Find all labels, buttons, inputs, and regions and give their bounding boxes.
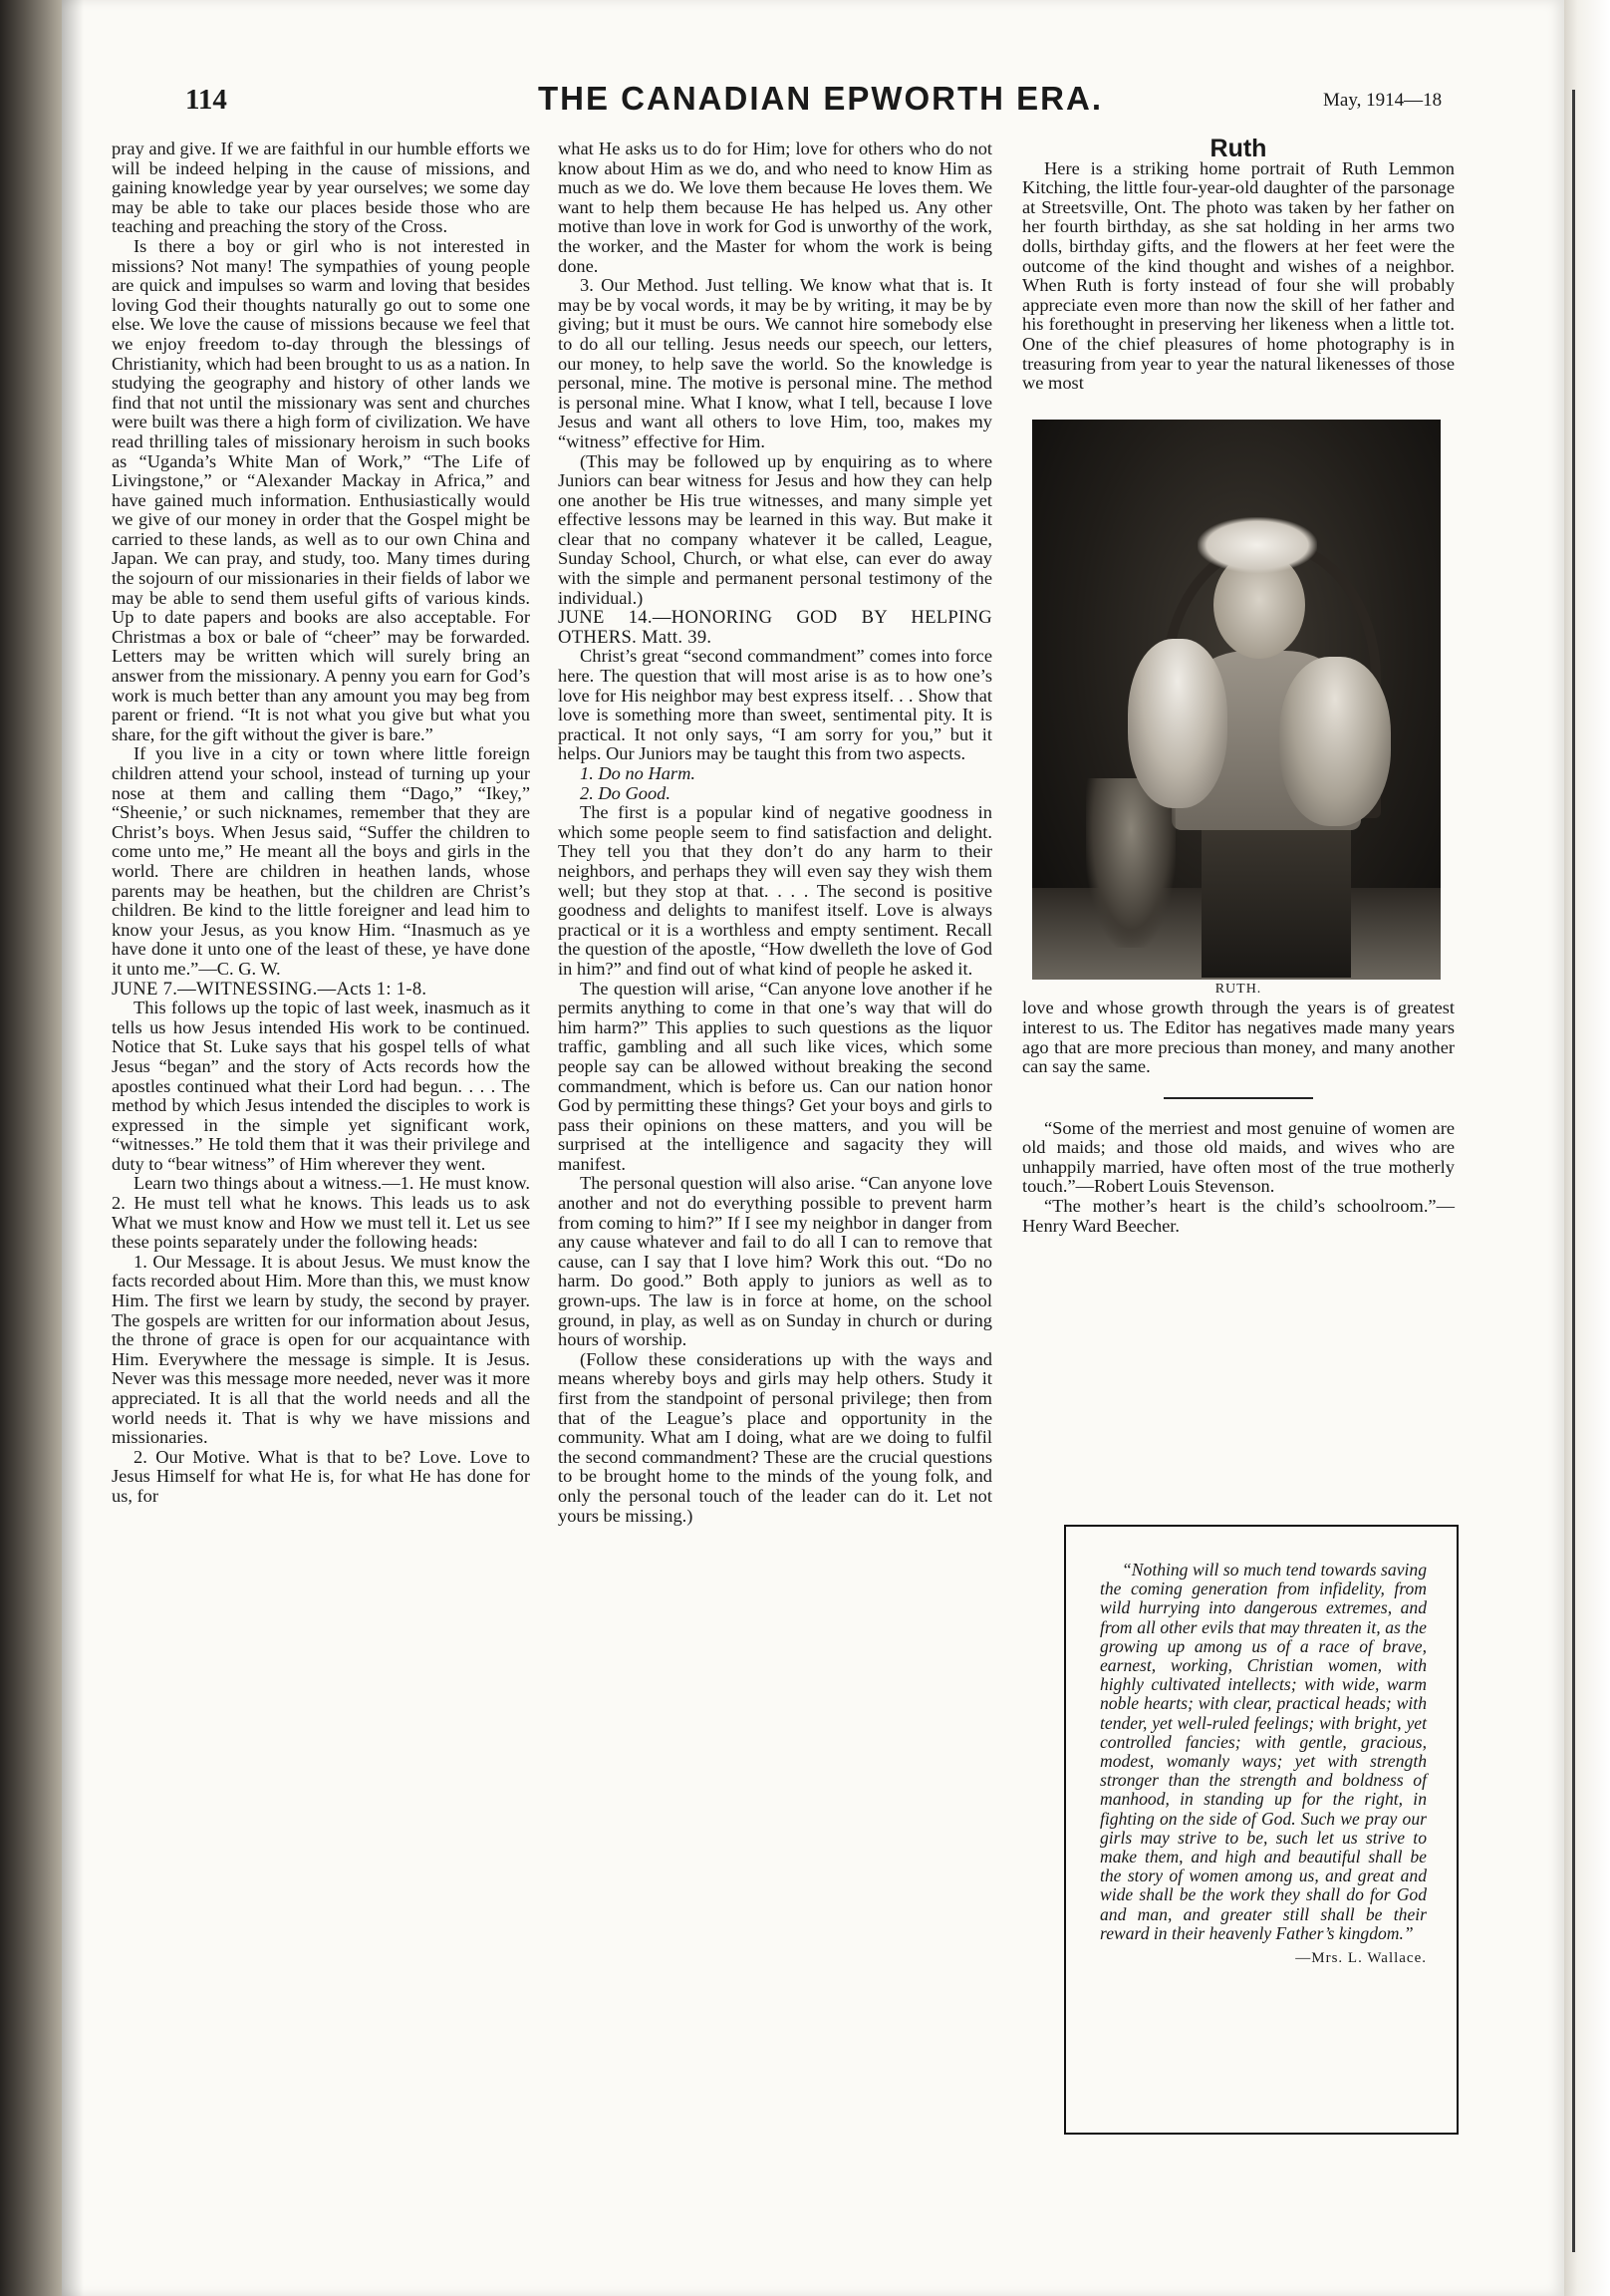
quote-box-signature: —Mrs. L. Wallace. (1295, 1950, 1427, 1967)
list-item: 2. Do Good. (580, 782, 671, 803)
paragraph: The personal question will also arise. “Can anyone love another and not do everything possible to prevent harm from coming to him?” If I see my neighbor in danger from any cause whatever and fail to do all I can to remove that cause, can I say that I love him? Work this out. “Do no harm. Do good.” Both apply to juniors as well as to grown-ups. The law is in force at home, on the school ground, in play, as well as on Sunday in church or during hours of worship. (558, 1173, 992, 1350)
paragraph: The first is a popular kind of negative goodness in which some people seem to find satisfaction and delight. They tell you that they don’t do any harm to their neighbors, and perhaps they will even say they wish them well; but they stop at that. . . . The second is positive goodness and delights to manifest itself. Love is always practical or it is a worthless and empty sentiment. Recall the question of the apostle, “How dwelleth the love of God in him?” and find out of what kind of people he asked it. (558, 802, 992, 979)
paragraph: Is there a boy or girl who is not interested in missions? Not many! The sympathies of young people are quick and impulses so warm and loving that besides loving God their thoughts naturally go out to some one else. We love the cause of missions because we feel that we enjoy freedom to-day through the blessings of Christianity, which had been brought to us as a nation. In studying the geography and history of other lands we find that not until the missionary was sent and churches were built was there a high form of civilization. We have read thrilling tales of missionary heroism in such books as “Uganda’s White Man of Work,” “The Life of Livingstone,” or “Alexander Mackay in Africa,” and have gained much information. Enthusiastically would we give of our money in order that the Gospel might be carried to these lands, as well as to our own China and Japan. We can pray, and study, too. Many times during the sojourn of our missionaries in their fields of labor we may be able to send them useful gifts of various kinds. Up to date papers and books are also acceptable. For Christmas a box or bale of “cheer” may be forwarded. Letters may be written which will surely bring an answer from the missionary. A penny you earn for God’s work is much better than any amount you may beg from parent or friend. “It is not what you give but what you share, for the gift without the giver is bare.” (112, 235, 530, 744)
page-header (62, 80, 1564, 124)
paragraph: 3. Our Method. Just telling. We know what that is. It may be by vocal words, it may be by writing, it may be by giving; but it must be ours. We cannot hire somebody else to do all our telling. Jesus needs our speech, our letters, our money, to help save the world. So the knowledge is personal, mine. The motive is personal mine. The method is personal mine. What I know, what I tell, because I love Jesus and want all others to love Him, too, makes my “witness” effective for Him. (558, 275, 992, 451)
column-left (112, 140, 530, 1507)
paragraph: Christ’s great “second commandment” comes into force here. The question that will most arise is as to how one’s love for His neighbor may best express itself. . . Show that love is something more than sweet, sentimental pity. It is practical. It not only says, “I am sorry for you,” but it helps. Our Juniors may be taught this from two aspects. (558, 646, 992, 764)
quote-beecher: “The mother’s heart is the child’s schoolroom.”—Henry Ward Beecher. (1022, 1196, 1455, 1236)
paragraph: what He asks us to do for Him; love for others who do not know about Him as we do, and who need to know Him as much as we do. We love them because He loves them. We want to help them because He has helped us. Any other motive than love in work for God is unworthy of the work, the worker, and the Master for whom the work is being done. (558, 139, 992, 276)
issue-date: May, 1914—18 (1323, 90, 1443, 111)
gutter-shadow (62, 0, 84, 2296)
paragraph: This follows up the topic of last week, inasmuch as it tells us how Jesus intended His work to be continued. Notice that St. Luke says that his gospel tells of what Jesus “began” and the story of Acts records how the apostles continued what their Lord had begun. . . . The method by which Jesus intended the disciples to work is expressed in the simple yet significant work, “witnesses.” He told them that it was their privilege and duty to “bear witness” of Him wherever they went. (112, 998, 530, 1174)
paragraph: If you live in a city or town where little foreign children attend your school, instead of turning up your nose at them and calling them “Dago,” “Ikey,” “Sheenie,’ or such nicknames, remember that they are Christ’s boys. When Jesus said, “Suffer the children to come unto me,” He meant all the boys and girls in the world. There are children in heathen lands, whose parents may be heathen, but the children are Christ’s children. Be kind to the little foreigner and lead him to know your Jesus, as you know Him. “Inasmuch as ye have done it unto one of the least of these, ye have done it unto me.”—C. G. W. (112, 743, 530, 979)
column-middle (558, 140, 992, 1526)
article-title: Ruth (1209, 135, 1267, 162)
photo-caption: RUTH. (1214, 981, 1262, 997)
column-right (1022, 135, 1455, 1236)
paragraph: The question will arise, “Can anyone love another if he permits anything to come in that one’s way that will do him harm?” This applies to such questions as the liquor traffic, gambling and all such like vices, which some people say can be allowed without breaking the second commandment, which is before us. Can our nation honor God by permitting these things? Get your boys and girls to pass their opinions on these matters, and you will be surprised at the intelligence and sagacity they will manifest. (558, 978, 992, 1174)
paragraph: 2. Our Motive. What is that to be? Love. Love to Jesus Himself for what He is, for what He has done for us, for (112, 1446, 530, 1506)
paragraph: (Follow these considerations up with the ways and means whereby boys and girls may help others. Study it first from the standpoint of personal privilege; then from that of the League’s place and opportunity in the community. What am I doing, what are we doing to fulfil the second commandment? These are the crucial questions to be brought home to the minds of the young folk, and only the personal touch of the leader can do it. Let not yours be missing.) (558, 1348, 992, 1526)
paragraph: 1. Our Message. It is about Jesus. We must know the facts recorded about Him. More than this, we must know Him. The first we learn by study, the second by prayer. The gospels are written for our information about Jesus, the throne of grace is open for our acquaintance with Him. Everywhere the message is simple. It is Jesus. Never was this message more needed, never was it more appreciated. It is all that the world needs and all the world needs it. That is why we have missions and missionaries. (112, 1251, 530, 1448)
section-heading-witnessing: JUNE 7.—WITNESSING.—Acts 1: 1-8. (112, 978, 427, 1000)
paragraph: love and whose growth through the years is of greatest interest to us. The Editor has negatives made many years ago that are more precious than money, and many another can say the same. (1022, 998, 1455, 1077)
quote-box-text: “Nothing will so much tend towards saving the coming generation from infidelity, from wild hurrying into dangerous extremes, and from all other evils that may threaten it, as the growing up among us of a race of brave, earnest, working, Christian women, with highly cultivated intellects; with wide, warm noble hearts; with clear, practical heads; with tender, yet well-ruled feelings; with bright, yet controlled fancies; with gentle, gracious, modest, womanly ways; yet with strength stronger than the strength and boldness of manhood, in standing up for the right, in fighting on the side of God. Such we pray our girls may strive to be, such let us strive to make them, and high and beautiful shall be the story of women among us, and great and wide shall be the work they shall do for God and man, and greater still shall be their reward in their heavenly Father’s kingdom.” (1100, 1560, 1427, 1943)
page-number: 114 (185, 84, 227, 116)
book-binding (0, 0, 62, 2296)
paragraph: Here is a striking home portrait of Ruth Lemmon Kitching, the little four-year-old daughter of the parsonage at Streetsville, Ont. The photo was taken by her father on her fourth birthday, as she sat holding in her arms two dolls, birthday gifts, and the flowers at her feet were the outcome of the kind thought and wishes of a neighbor. When Ruth is forty instead of four she will probably appreciate even more than now the skill of her father and his forethought in preserving her likeness when a little tot. One of the chief pleasures of home photography is in treasuring from year to year the natural likenesses of those we most (1022, 157, 1455, 394)
quote-stevenson: “Some of the merriest and most genuine of women are old maids; and those old maids, and wives who are unhappily married, have often most of the true motherly touch.”—Robert Louis Stevenson. (1022, 1117, 1455, 1197)
paragraph: pray and give. If we are faithful in our humble efforts we will be indeed helping in the cause of missions, and gaining knowledge year by year ourselves; we some day may be able to take our places beside those who are teaching and preaching the story of the Cross. (112, 139, 530, 237)
page-edge-line (1572, 90, 1575, 2252)
paragraph: Learn two things about a witness.—1. He must know. 2. He must tell what he knows. This leads us to ask What we must know and How we must tell it. Let us see these points separately under the following heads: (112, 1173, 530, 1253)
quote-box (1064, 1525, 1459, 2135)
ruth-photo (1032, 420, 1441, 980)
next-page-edge (1564, 0, 1610, 2296)
journal-title: THE CANADIAN EPWORTH ERA. (538, 80, 1103, 117)
list-item: 1. Do no Harm. (580, 763, 695, 783)
divider (1164, 1097, 1313, 1099)
paragraph: (This may be followed up by enquiring as to where Juniors can bear witness for Jesus and how they can help one another be His true witnesses, and many simple yet effective lessons may be learned in this way. But make it clear that no company whatever it be called, League, Sunday School, Church, or what else, can ever do away with the simple and permanent personal testimony of the individual.) (558, 450, 992, 608)
section-heading-honoring-god: JUNE 14.—HONORING GOD BY HELPING OTHERS. Matt. 39. (558, 607, 992, 648)
